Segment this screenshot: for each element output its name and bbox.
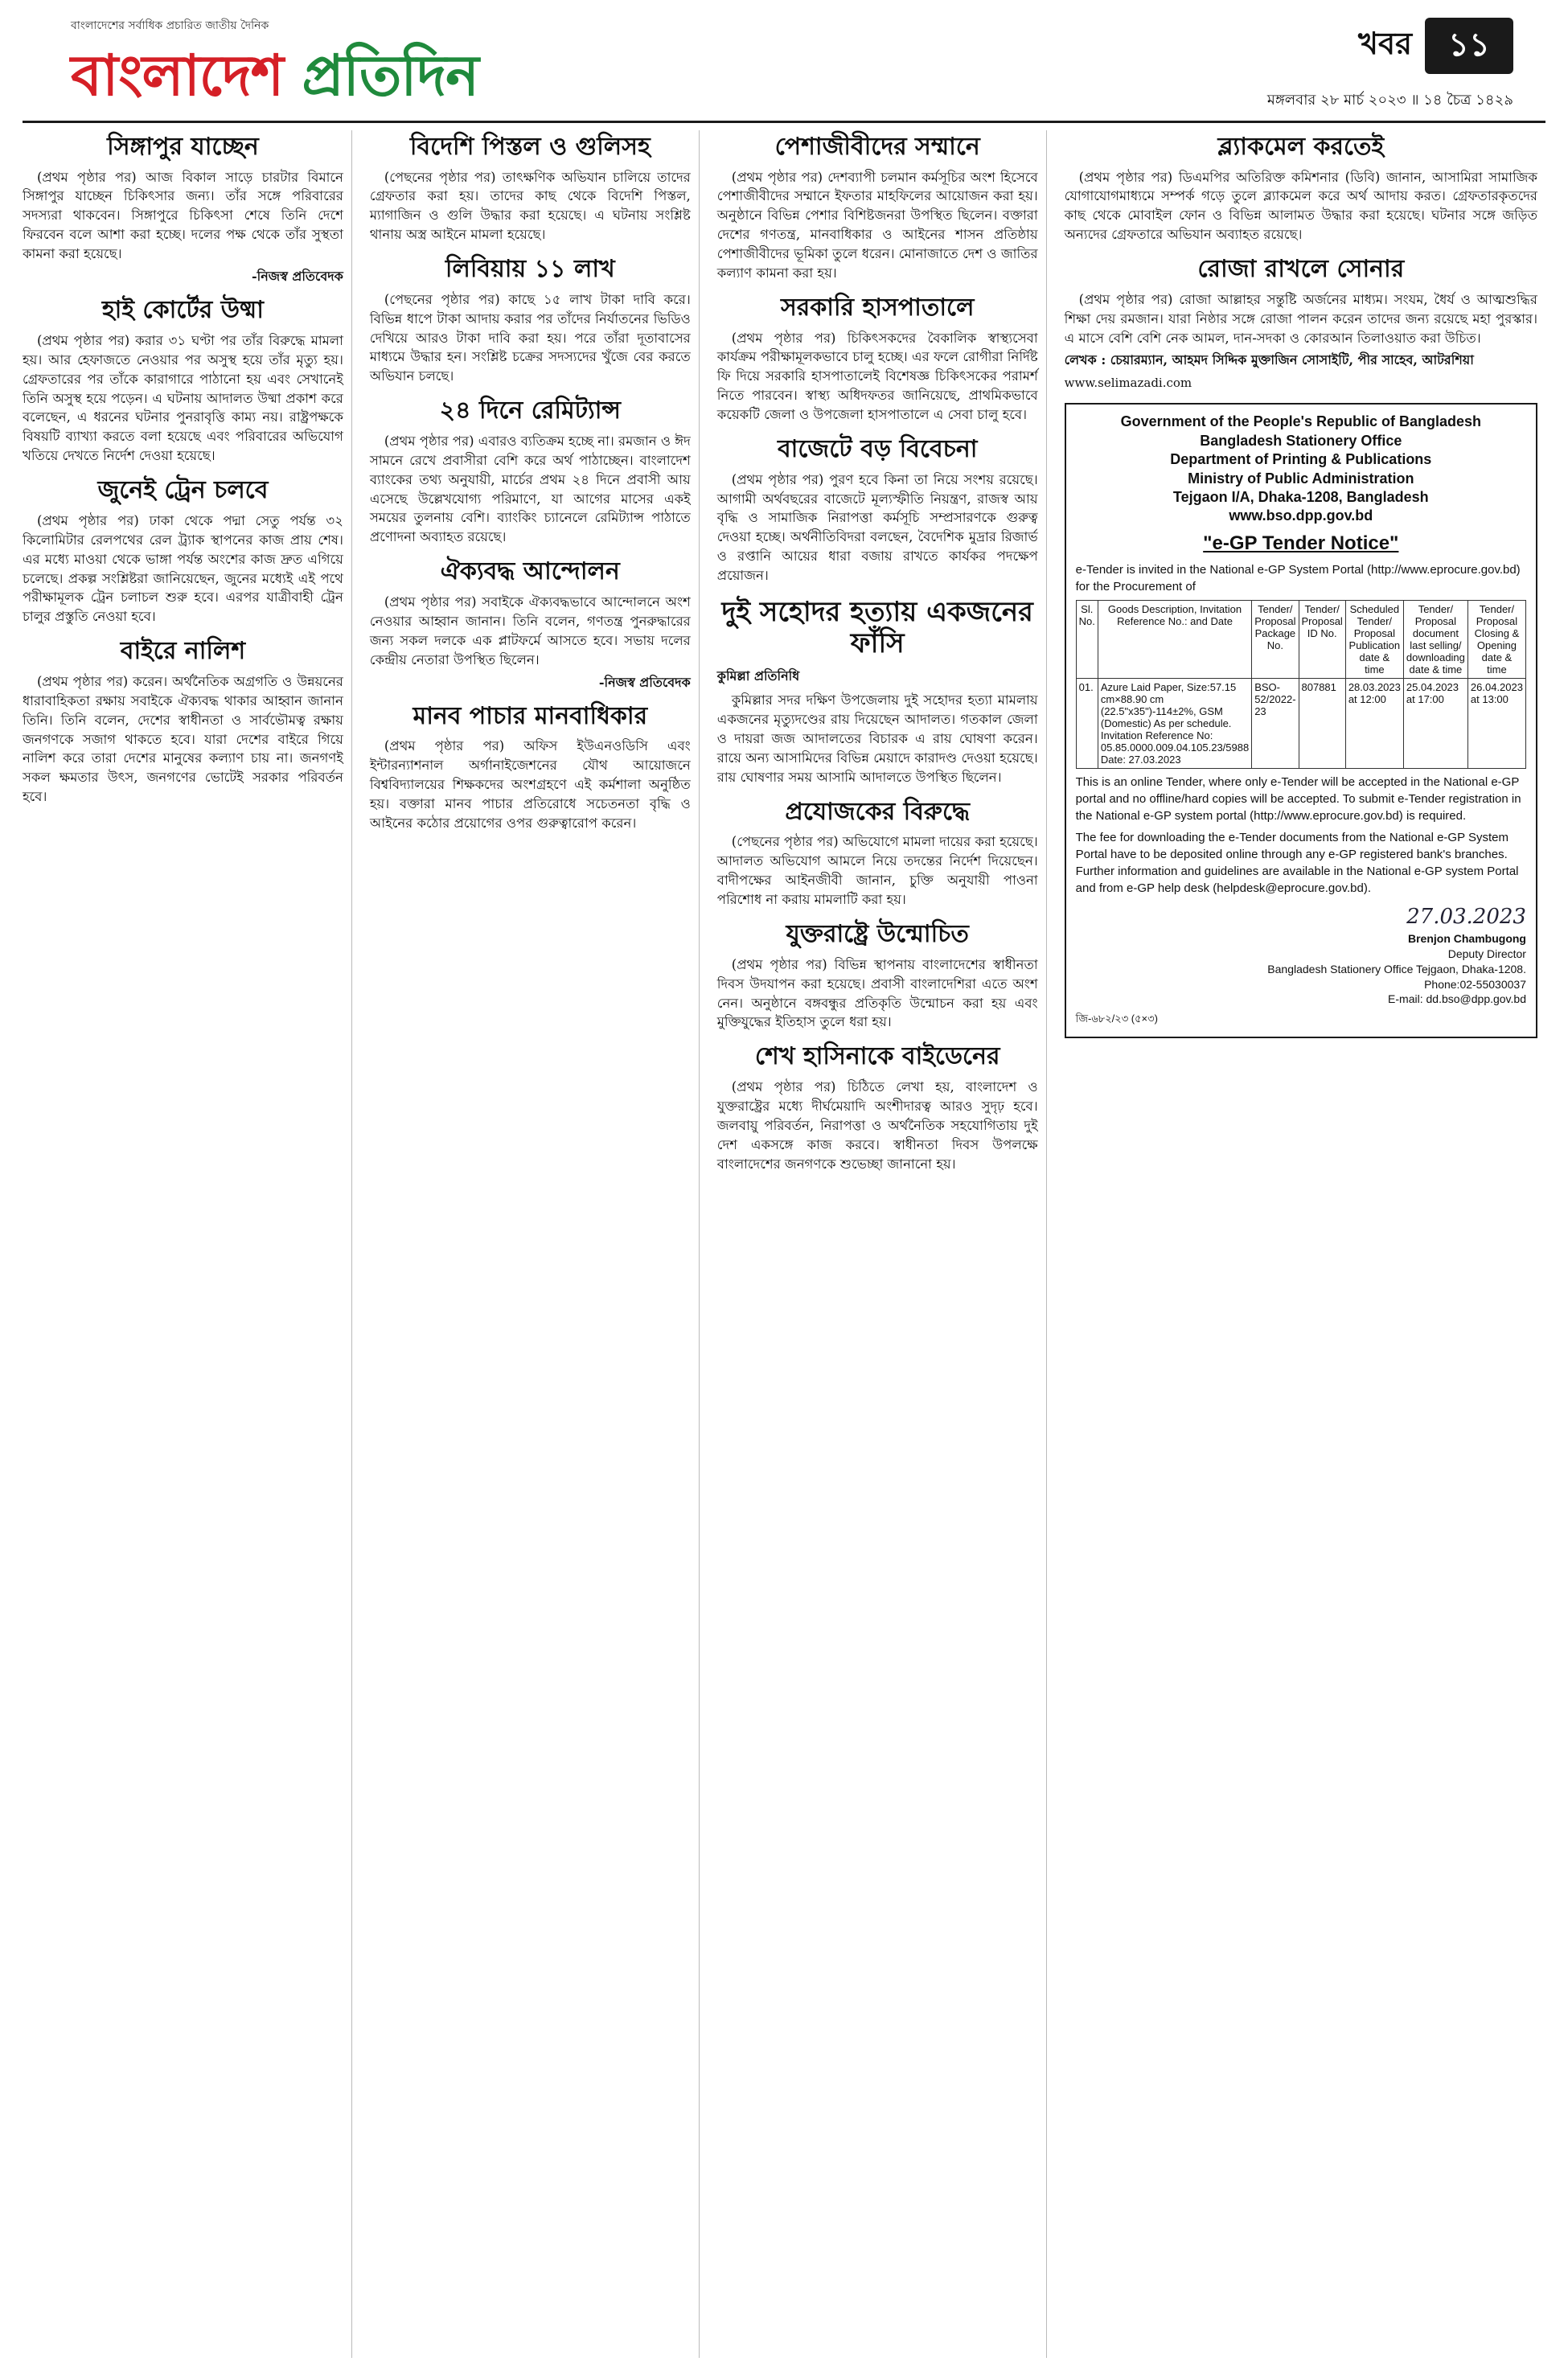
table-header-cell: Tender/ Proposal document last selling/ downloading date & time: [1403, 600, 1467, 678]
headline: শেখ হাসিনাকে বাইডেনের: [754, 1042, 1000, 1071]
credit: লেখক : চেয়ারম্যান, আহমদ সিদ্দিক মুক্তাজিন সোসাইটি, পীর সাহেব, আটরশিয়া: [1064, 352, 1474, 368]
dept-name: Department of Printing & Publications: [1170, 451, 1432, 468]
signer-office: Bangladesh Stationery Office Tejgaon, Dhaka-1208.: [1267, 962, 1526, 975]
article-fasting: [1065, 256, 1537, 392]
article-body: (পেছনের পৃষ্ঠার পর) অভিযোগে মামলা দায়ের করা হয়েছে। আদালত অভিযোগ আমলে নিয়ে তদন্তের নির্দেশ দিয়েছেন। বাদীপক্ষের আইনজীবী জানান, চুক্তি অনুযায়ী পাওনা পরিশোধ না করায় মামলাটি করা হয়।: [716, 834, 1038, 908]
table-row: [1076, 678, 1525, 768]
phone: Phone:02-55030037: [1424, 977, 1526, 991]
article-body: (প্রথম পৃষ্ঠার পর) আজ বিকাল সাড়ে চারটার বিমানে সিঙ্গাপুর যাচ্ছেন চিকিৎসার জন্য। তাঁর সঙ্গে পরিবারের সদস্যরা থাকবেন। সিঙ্গাপুরে চিকিৎসা শেষে তিনি দেশে ফিরবেন বলে আশা করা হচ্ছে। দলের পক্ষ থেকে তাঁর সুস্থতা কামনা করা হয়েছে। -নিজস্ব প্রতিবেদক: [23, 168, 343, 286]
article-hasina: [717, 1043, 1038, 1173]
article-remittance: [370, 397, 691, 547]
website-link[interactable]: www.selimazadi.com: [1064, 375, 1192, 390]
newspaper-logo: [71, 32, 478, 126]
headline: দুই সহোদর হত্যায় একজনের ফাঁসি: [721, 596, 1033, 660]
masthead-tagline: বাংলাদেশের সর্বাধিক প্রচারিত জাতীয় দৈনিক: [71, 19, 269, 32]
article-producer: [717, 799, 1038, 910]
headline: রোজা রাখলে সোনার: [1197, 255, 1405, 284]
address: Tejgaon I/A, Dhaka-1208, Bangladesh: [1172, 488, 1429, 505]
column-3: [717, 130, 1047, 2358]
article-body: (প্রথম পৃষ্ঠার পর) পুরণ হবে কিনা তা নিয়ে সংশয় রয়েছে। আগামী অর্থবছরের বাজেটে মূল্যস্ফীতি নিয়ন্ত্রণ, রাজস্ব আয় বৃদ্ধি ও সামাজিক নিরাপত্তা কর্মসূচি সম্প্রসারণকে গুরুত্ব দেওয়া হচ্ছে। অর্থনীতিবিদরা বলছেন, বৈদেশিক মুদ্রার রিজার্ভ ও রপ্তানি আয়ের ধারা বজায় রাখতে কার্যকর পদক্ষেপ প্রয়োজন।: [716, 471, 1038, 584]
table-header-cell: Scheduled Tender/ Proposal Publication date & time: [1345, 600, 1403, 678]
article-body: (প্রথম পৃষ্ঠার পর) চিঠিতে লেখা হয়, বাংলাদেশ ও যুক্তরাষ্ট্রের মধ্যে দীর্ঘমেয়াদি অংশীদারত্ব আরও সুদৃঢ় হবে। জলবায়ু পরিবর্তন, নিরাপত্তা ও অর্থনৈতিক সহযোগিতায় দুই দেশ একসঙ্গে কাজ করবে। স্বাধীনতা দিবস উপলক্ষে বাংলাদেশের জনগণকে শুভেচ্ছা জানানো হয়।: [716, 1078, 1038, 1172]
table-header-cell: Sl. No.: [1076, 600, 1098, 678]
table-header-cell: Goods Description, Invitation Reference No.: and Date: [1098, 600, 1251, 678]
table-cell: Azure Laid Paper, Size:57.15 cm×88.90 cm (22.5"x35")-114±2%, GSM (Domestic) As per schedule. Invitation Reference No: 05.85.0000.009.04.105.23/5988 Date: 27.03.2023: [1098, 678, 1251, 768]
headline: সিঙ্গাপুর যাচ্ছেন: [107, 133, 259, 161]
table-header-cell: Tender/ Proposal ID No.: [1299, 600, 1345, 678]
logo-part-2: প্রতিদিন: [283, 43, 478, 109]
article-highcourt: [23, 297, 343, 466]
article-body: (প্রথম পৃষ্ঠার পর) বিভিন্ন স্থাপনায় বাংলাদেশের স্বাধীনতা দিবস উদযাপন করা হয়েছে। প্রবাসী বাংলাদেশিরা এতে অংশ নেন। অনুষ্ঠানে বঙ্গবন্ধুর প্রতিকৃতি উন্মোচন করা হয় এবং মুক্তিযুদ্ধের ইতিহাস তুলে ধরা হয়।: [716, 956, 1038, 1030]
article-unity: [370, 558, 691, 691]
email: E-mail: dd.bso@dpp.gov.bd: [1388, 992, 1526, 1006]
article-body: (প্রথম পৃষ্ঠার পর) দেশব্যাপী চলমান কর্মসূচির অংশ হিসেবে পেশাজীবীদের সম্মানে ইফতার মাহফিলের আয়োজন করা হয়। অনুষ্ঠানে বিভিন্ন পেশার বিশিষ্টজনরা উপস্থিত ছিলেন। বক্তারা দেশের গণতন্ত্র, মানবাধিকার ও আইনের শাসন প্রতিষ্ঠায় পেশাজীবীদের ভূমিকা তুলে ধরেন। মোনাজাতে দেশ ও জাতির কল্যাণ কামনা করা হয়।: [716, 169, 1038, 281]
headline: ২৪ দিনে রেমিট্যান্স: [439, 396, 622, 425]
issue-date: মঙ্গলবার ২৮ মার্চ ২০২৩ ॥ ১৪ চৈত্র ১৪২৯: [1266, 92, 1513, 109]
article-body: (প্রথম পৃষ্ঠার পর) ডিএমপির অতিরিক্ত কমিশনার (ডিবি) জানান, আসামিরা সামাজিক যোগাযোগমাধ্যমে সম্পর্ক গড়ে তুলে ব্ল্যাকমেল করে অর্থ আদায় করত। গ্রেফতারকৃতদের কাছ থেকে মোবাইল ফোন ও বিভিন্ন আলামত উদ্ধার করা হয়েছে। ঘটনার সঙ্গে জড়িত অন্যদের গ্রেফতারে অভিযান অব্যাহত রয়েছে।: [1064, 169, 1537, 243]
headline: বিদেশি পিস্তল ও গুলিসহ: [409, 133, 651, 161]
article-budget: [717, 436, 1038, 585]
section-label: [1358, 18, 1513, 74]
headline: পেশাজীবীদের সম্মানে: [774, 133, 980, 161]
article-body: (প্রথম পৃষ্ঠার পর) রোজা আল্লাহর সন্তুষ্টি অর্জনের মাধ্যম। সংযম, ধৈর্য ও আত্মশুদ্ধির শিক্ষা দেয় রমজান। যারা নিষ্ঠার সঙ্গে রোজা পালন করেন তাদের জন্য রয়েছে মহা পুরস্কার। এ মাসে বেশি বেশি নেক আমল, দান-সদকা ও কোরআন তিলাওয়াত করা উচিত। লেখক : চেয়ারম্যান, আহমদ সিদ্দিক মুক্তাজিন সোসাইটি, পীর সাহেব, আটরশিয়া www.selimazadi.com: [1065, 290, 1537, 392]
article-train: [23, 477, 343, 626]
article-body: (প্রথম পৃষ্ঠার পর) করেন। অর্থনৈতিক অগ্রগতি ও উন্নয়নের ধারাবাহিকতা রক্ষায় সবাইকে ঐক্যবদ্ধ থাকার আহ্বান জানান তিনি। তিনি বলেন, দেশের স্বাধীনতা ও সার্বভৌমত্ব রক্ষায় জনগণকে সজাগ থাকতে হবে। যারা দেশের বাইরে গিয়ে নালিশ করে তারা দেশের মানুষের কল্যাণ চায় না। জনগণই সকল ক্ষমতার উৎস, জনগণের ভোটেই সরকার পরিবর্তন হবে।: [23, 673, 343, 805]
office-name: Bangladesh Stationery Office: [1200, 432, 1402, 449]
gov-name: Government of the People's Republic of Bangladesh: [1120, 413, 1481, 430]
headline: ব্ল্যাকমেল করতেই: [1217, 133, 1385, 161]
table-cell: BSO-52/2022-23: [1252, 678, 1299, 768]
headline: বাইরে নালিশ: [120, 637, 246, 666]
column-4: [1065, 130, 1545, 2358]
table-cell: 807881: [1299, 678, 1345, 768]
article-body: (পেছনের পৃষ্ঠার পর) তাৎক্ষণিক অভিযান চালিয়ে তাদের গ্রেফতার করা হয়। তাদের কাছ থেকে বিদেশি পিস্তল, ম্যাগাজিন ও গুলি উদ্ধার করা হয়েছে। এ ঘটনায় সংশ্লিষ্ট থানায় অস্ত্র আইনে মামলা হয়েছে।: [369, 169, 691, 243]
table-header-cell: Tender/ Proposal Package No.: [1252, 600, 1299, 678]
article-body: (প্রথম পৃষ্ঠার পর) এবারও ব্যতিক্রম হচ্ছে না। রমজান ও ঈদ সামনে রেখে প্রবাসীরা বেশি করে অর্থ পাঠাচ্ছেন। বাংলাদেশ ব্যাংকের তথ্য অনুযায়ী, মার্চের প্রথম ২৪ দিনে প্রবাসী আয় এসেছে উল্লেখযোগ্য পরিমাণে, যা আগের মাসের একই সময়ের তুলনায় বেশি। ব্যাংকিং চ্যানেলে রেমিট্যান্স পাঠাতে প্রণোদনা অব্যাহত রয়েছে।: [369, 433, 691, 545]
article-blackmail: [1065, 133, 1537, 244]
article-abroad: [23, 638, 343, 807]
headline: জুনেই ট্রেন চলবে: [97, 476, 269, 505]
headline: সরকারি হাসপাতালে: [780, 294, 975, 322]
credit: -নিজস্ব প্রতিবেদক: [252, 269, 343, 285]
tender-note-2: The fee for downloading the e-Tender documents from the National e-GP System Portal have to be deposited online through any e-GP registered bank's branches. Further information and guidelines are available in the National e-GP system Portal and from e-GP help desk (helpdesk@eprocure.gov.bd).: [1075, 830, 1519, 895]
masthead: [23, 0, 1545, 123]
tender-note-1: This is an online Tender, where only e-Tender will be accepted in the National e-GP portal and no offline/hard copies will be accepted. To submit e-Tender registration in the National e-GP system portal (http://www.eprocure.gov.bd) is required.: [1075, 774, 1521, 823]
article-body: (প্রথম পৃষ্ঠার পর) ঢাকা থেকে পদ্মা সেতু পর্যন্ত ৩২ কিলোমিটার রেলপথের রেল ট্র্যাক স্থাপনের কাজ প্রায় শেষ। এর মধ্যে মাওয়া থেকে ভাঙ্গা পর্যন্ত অংশের কাজ দ্রুত এগিয়ে চলেছে। প্রকল্প সংশ্লিষ্টরা জানিয়েছেন, জুনের মধ্যেই এই পথে পরীক্ষামূলক ট্রেন চলাচল শুরু হবে। এরপর যাত্রীবাহী ট্রেন চালুর প্রস্তুতি নেওয়া হবে।: [23, 512, 343, 625]
headline: প্রযোজকের বিরুদ্ধে: [785, 797, 971, 826]
tender-title: "e-GP Tender Notice": [1203, 532, 1399, 554]
table-cell: 26.04.2023 at 13:00: [1467, 678, 1525, 768]
article-body: (প্রথম পৃষ্ঠার পর) চিকিৎসকদের বৈকালিক স্বাস্থ্যসেবা কার্যক্রম পরীক্ষামূলকভাবে চালু হচ্ছে। এর ফলে রোগীরা নির্দিষ্ট ফি দিয়ে সরকারি হাসপাতালেই বিশেষজ্ঞ চিকিৎসকের পরামর্শ নিতে পারবেন। স্বাস্থ্য অধিদফতর জানিয়েছে, প্রাথমিকভাবে কয়েকটি জেলা ও উপজেলা হাসপাতালে এ সেবা চালু হবে।: [716, 330, 1038, 423]
tender-notice: [1065, 403, 1537, 1038]
table-cell: 28.03.2023 at 12:00: [1345, 678, 1403, 768]
ministry-name: Ministry of Public Administration: [1188, 470, 1414, 487]
article-body: কুমিল্লার সদর দক্ষিণ উপজেলায় দুই সহোদর হত্যা মামলায় একজনের মৃত্যুদণ্ডের রায় দিয়েছেন আদালত। গতকাল জেলা ও দায়রা জজ আদালতের বিচারক এ রায় ঘোষণা করেন। রায়ে অন্য আসামিদের বিভিন্ন মেয়াদে কারাদণ্ড দেওয়া হয়েছে। রায় ঘোষণার সময় আসামি আদালতে উপস্থিত ছিলেন।: [716, 692, 1038, 786]
article-body: (প্রথম পৃষ্ঠার পর) সবাইকে ঐক্যবদ্ধভাবে আন্দোলনে অংশ নেওয়ার আহ্বান জানান। তিনি বলেন, গণতন্ত্র পুনরুদ্ধারের জন্য সকল দলকে এক প্লাটফর্মে আসতে হবে। সভায় দলের কেন্দ্রীয় নেতারা উপস্থিত ছিলেন। -নিজস্ব প্রতিবেদক: [370, 593, 691, 692]
article-body: (প্রথম পৃষ্ঠার পর) করার ৩১ ঘণ্টা পর তাঁর বিরুদ্ধে মামলা হয়। আর হেফাজতে নেওয়ার পর অসুস্থ হয়ে তাঁর মৃত্যু হয়। গ্রেফতারের পর তাঁকে কারাগারে পাঠানো হয় এবং সেখানেই তিনি অসুস্থ হয়ে পড়েন। এ ঘটনায় আদালত উষ্মা প্রকাশ করে বলেছেন, এ ধরনের ঘটনার পুনরাবৃত্তি কাম্য নয়। রাষ্ট্রপক্ষকে বিষয়টি ব্যাখ্যা করতে বলা হয়েছে এবং পরিবারের অভিযোগ খতিয়ে দেখতে নির্দেশ দেওয়া হয়েছে।: [23, 332, 343, 464]
article-pistol: [370, 133, 691, 244]
column-1: [23, 130, 352, 2358]
page-number: ১১: [1425, 18, 1513, 74]
signature-block: [1076, 903, 1526, 1008]
tender-table: [1076, 600, 1526, 769]
article-professionals: [717, 133, 1038, 283]
headline: বাজেটে বড় বিবেচনা: [777, 435, 978, 464]
credit: -নিজস্ব প্রতিবেদক: [598, 674, 691, 690]
gd-number: জি-৬৮২/২৩ (৫×৩): [1075, 1012, 1158, 1025]
section-name: খবর: [1357, 26, 1412, 61]
column-2: [370, 130, 700, 2358]
website[interactable]: www.bso.dpp.gov.bd: [1229, 507, 1373, 524]
signature: 27.03.2023: [1406, 904, 1526, 929]
headline: ঐক্যবদ্ধ আন্দোলন: [440, 557, 620, 586]
article-trafficking: [370, 703, 691, 833]
logo-part-1: বাংলাদেশ: [71, 43, 284, 109]
headline: লিবিয়ায় ১১ লাখ: [445, 255, 615, 284]
table-cell: 25.04.2023 at 17:00: [1403, 678, 1467, 768]
signer-name: Brenjon Chambugong: [1407, 931, 1526, 945]
table-header-cell: Tender/ Proposal Closing & Opening date & time: [1467, 600, 1525, 678]
article-grid: [23, 130, 1545, 2358]
tender-header: [1076, 413, 1526, 525]
table-cell: 01.: [1076, 678, 1098, 768]
byline: কুমিল্লা প্রতিনিধি: [716, 668, 800, 684]
article-hospital: [717, 294, 1038, 425]
headline: হাই কোর্টের উষ্মা: [101, 296, 264, 325]
tender-intro: e-Tender is invited in the National e-GP System Portal (http://www.eprocure.gov.bd) for the Procurement of: [1075, 562, 1521, 594]
headline: মানব পাচার মানবাধিকার: [413, 701, 648, 730]
article-singapore: [23, 133, 343, 285]
article-uk: [717, 921, 1038, 1032]
article-body: (প্রথম পৃষ্ঠার পর) অফিস ইউএনওডিসি এবং ইন্টারন্যাশনাল অর্গানাইজেশনের যৌথ আয়োজনে বিশ্ববিদ্যালয়ের শিক্ষকদের অংশগ্রহণে এই কর্মশালা অনুষ্ঠিত হয়। বক্তারা মানব পাচার প্রতিরোধে সচেতনতা বৃদ্ধি ও আইনের কঠোর প্রয়োগের ওপর গুরুত্বারোপ করেন।: [369, 738, 691, 831]
article-body: (পেছনের পৃষ্ঠার পর) কাছে ১৫ লাখ টাকা দাবি করে। বিভিন্ন ধাপে টাকা আদায় করার পর তাঁদের নির্যাতনের ভিডিও দেখিয়ে আরও টাকা দাবি করা হয়। পরে তাঁরা দূতাবাসের মাধ্যমে উদ্ধার হন। সংশ্লিষ্ট চক্রের সদস্যদের খুঁজে বের করতে অভিযান চলছে।: [369, 291, 691, 384]
article-libya: [370, 256, 691, 386]
headline: যুক্তরাষ্ট্রে উন্মোচিত: [786, 920, 969, 949]
article-hanging: [717, 597, 1038, 787]
table-header-row: [1076, 600, 1525, 678]
designation: Deputy Director: [1447, 947, 1526, 960]
